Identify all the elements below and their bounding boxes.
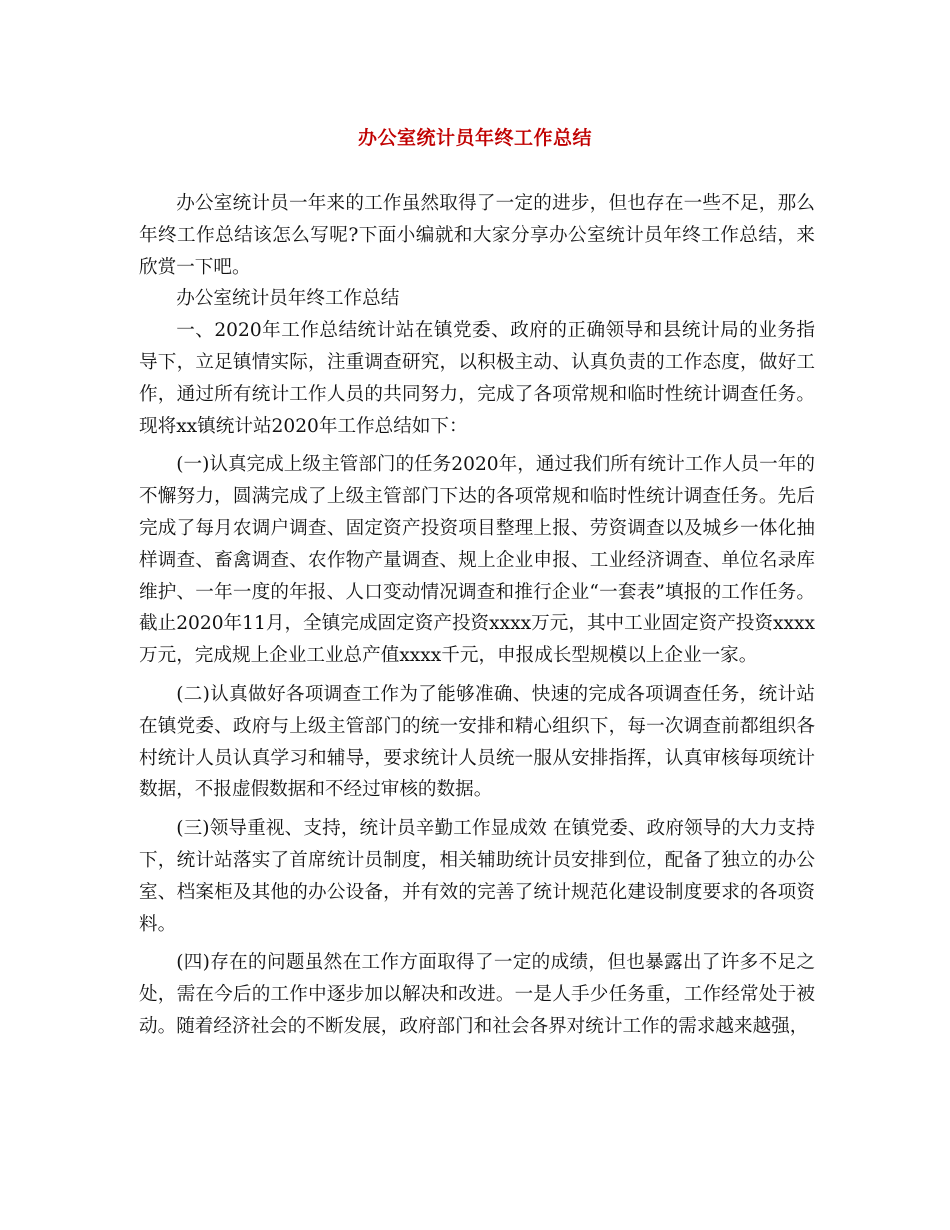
paragraph-item-1: (一)认真完成上级主管部门的任务2020年，通过我们所有统计工作人员一年的不懈努力，圆满完成了上级主管部门下达的各项常规和临时性统计调查任务。先后完成了每月农调户调查、固定资产投资项目整理上报、劳资调查以及城乡一体化抽样调查、畜禽调查、农作物产量调查、规上企业申报、工业经济调查、单位名录库维护、一年一度的年报、人口变动情况调查和推行企业“一套表”填报的工作任务。截止2020年11月，全镇完成固定资产投资xxxx万元，其中工业固定资产投资xxxx万元，完成规上企业工业总产值xxxx千元，申报成长型规模以上企业一家。 [139, 454, 815, 667]
document-body [139, 188, 815, 1043]
paragraph-item-2: (二)认真做好各项调查工作为了能够准确、快速的完成各项调查任务，统计站在镇党委、政府与上级主管部门的统一安排和精心组织下，每一次调查前都组织各村统计人员认真学习和辅导，要求统计人员统一服从安排指挥，认真审核每项统计数据，不报虚假数据和不经过审核的数据。 [139, 683, 815, 801]
document-title: 办公室统计员年终工作总结 [357, 127, 592, 149]
paragraph-subtitle: 办公室统计员年终工作总结 [176, 288, 400, 310]
paragraph-intro: 办公室统计员一年来的工作虽然取得了一定的进步，但也存在一些不足，那么年终工作总结该怎么写呢?下面小编就和大家分享办公室统计员年终工作总结，来欣赏一下吧。 [139, 193, 815, 278]
paragraph-item-4: (四)存在的问题虽然在工作方面取得了一定的成绩，但也暴露出了许多不足之处，需在今后的工作中逐步加以解决和改进。一是人手少任务重，工作经常处于被动。随着经济社会的不断发展，政府部门和社会各界对统计工作的需求越来越强， [139, 952, 815, 1037]
paragraph-section-1: 一、2020年工作总结统计站在镇党委、政府的正确领导和县统计局的业务指导下，立足镇情实际，注重调查研究，以积极主动、认真负责的工作态度，做好工作，通过所有统计工作人员的共同努力，完成了各项常规和临时性统计调查任务。现将xx镇统计站2020年工作总结如下： [139, 320, 815, 437]
paragraph-item-3: (三)领导重视、支持，统计员辛勤工作显成效 在镇党委、政府领导的大力支持下，统计站落实了首席统计员制度，相关辅助统计员安排到位，配备了独立的办公室、档案柜及其他的办公设备，并有效的完善了统计规范化建设制度要求的各项资料。 [139, 818, 815, 935]
